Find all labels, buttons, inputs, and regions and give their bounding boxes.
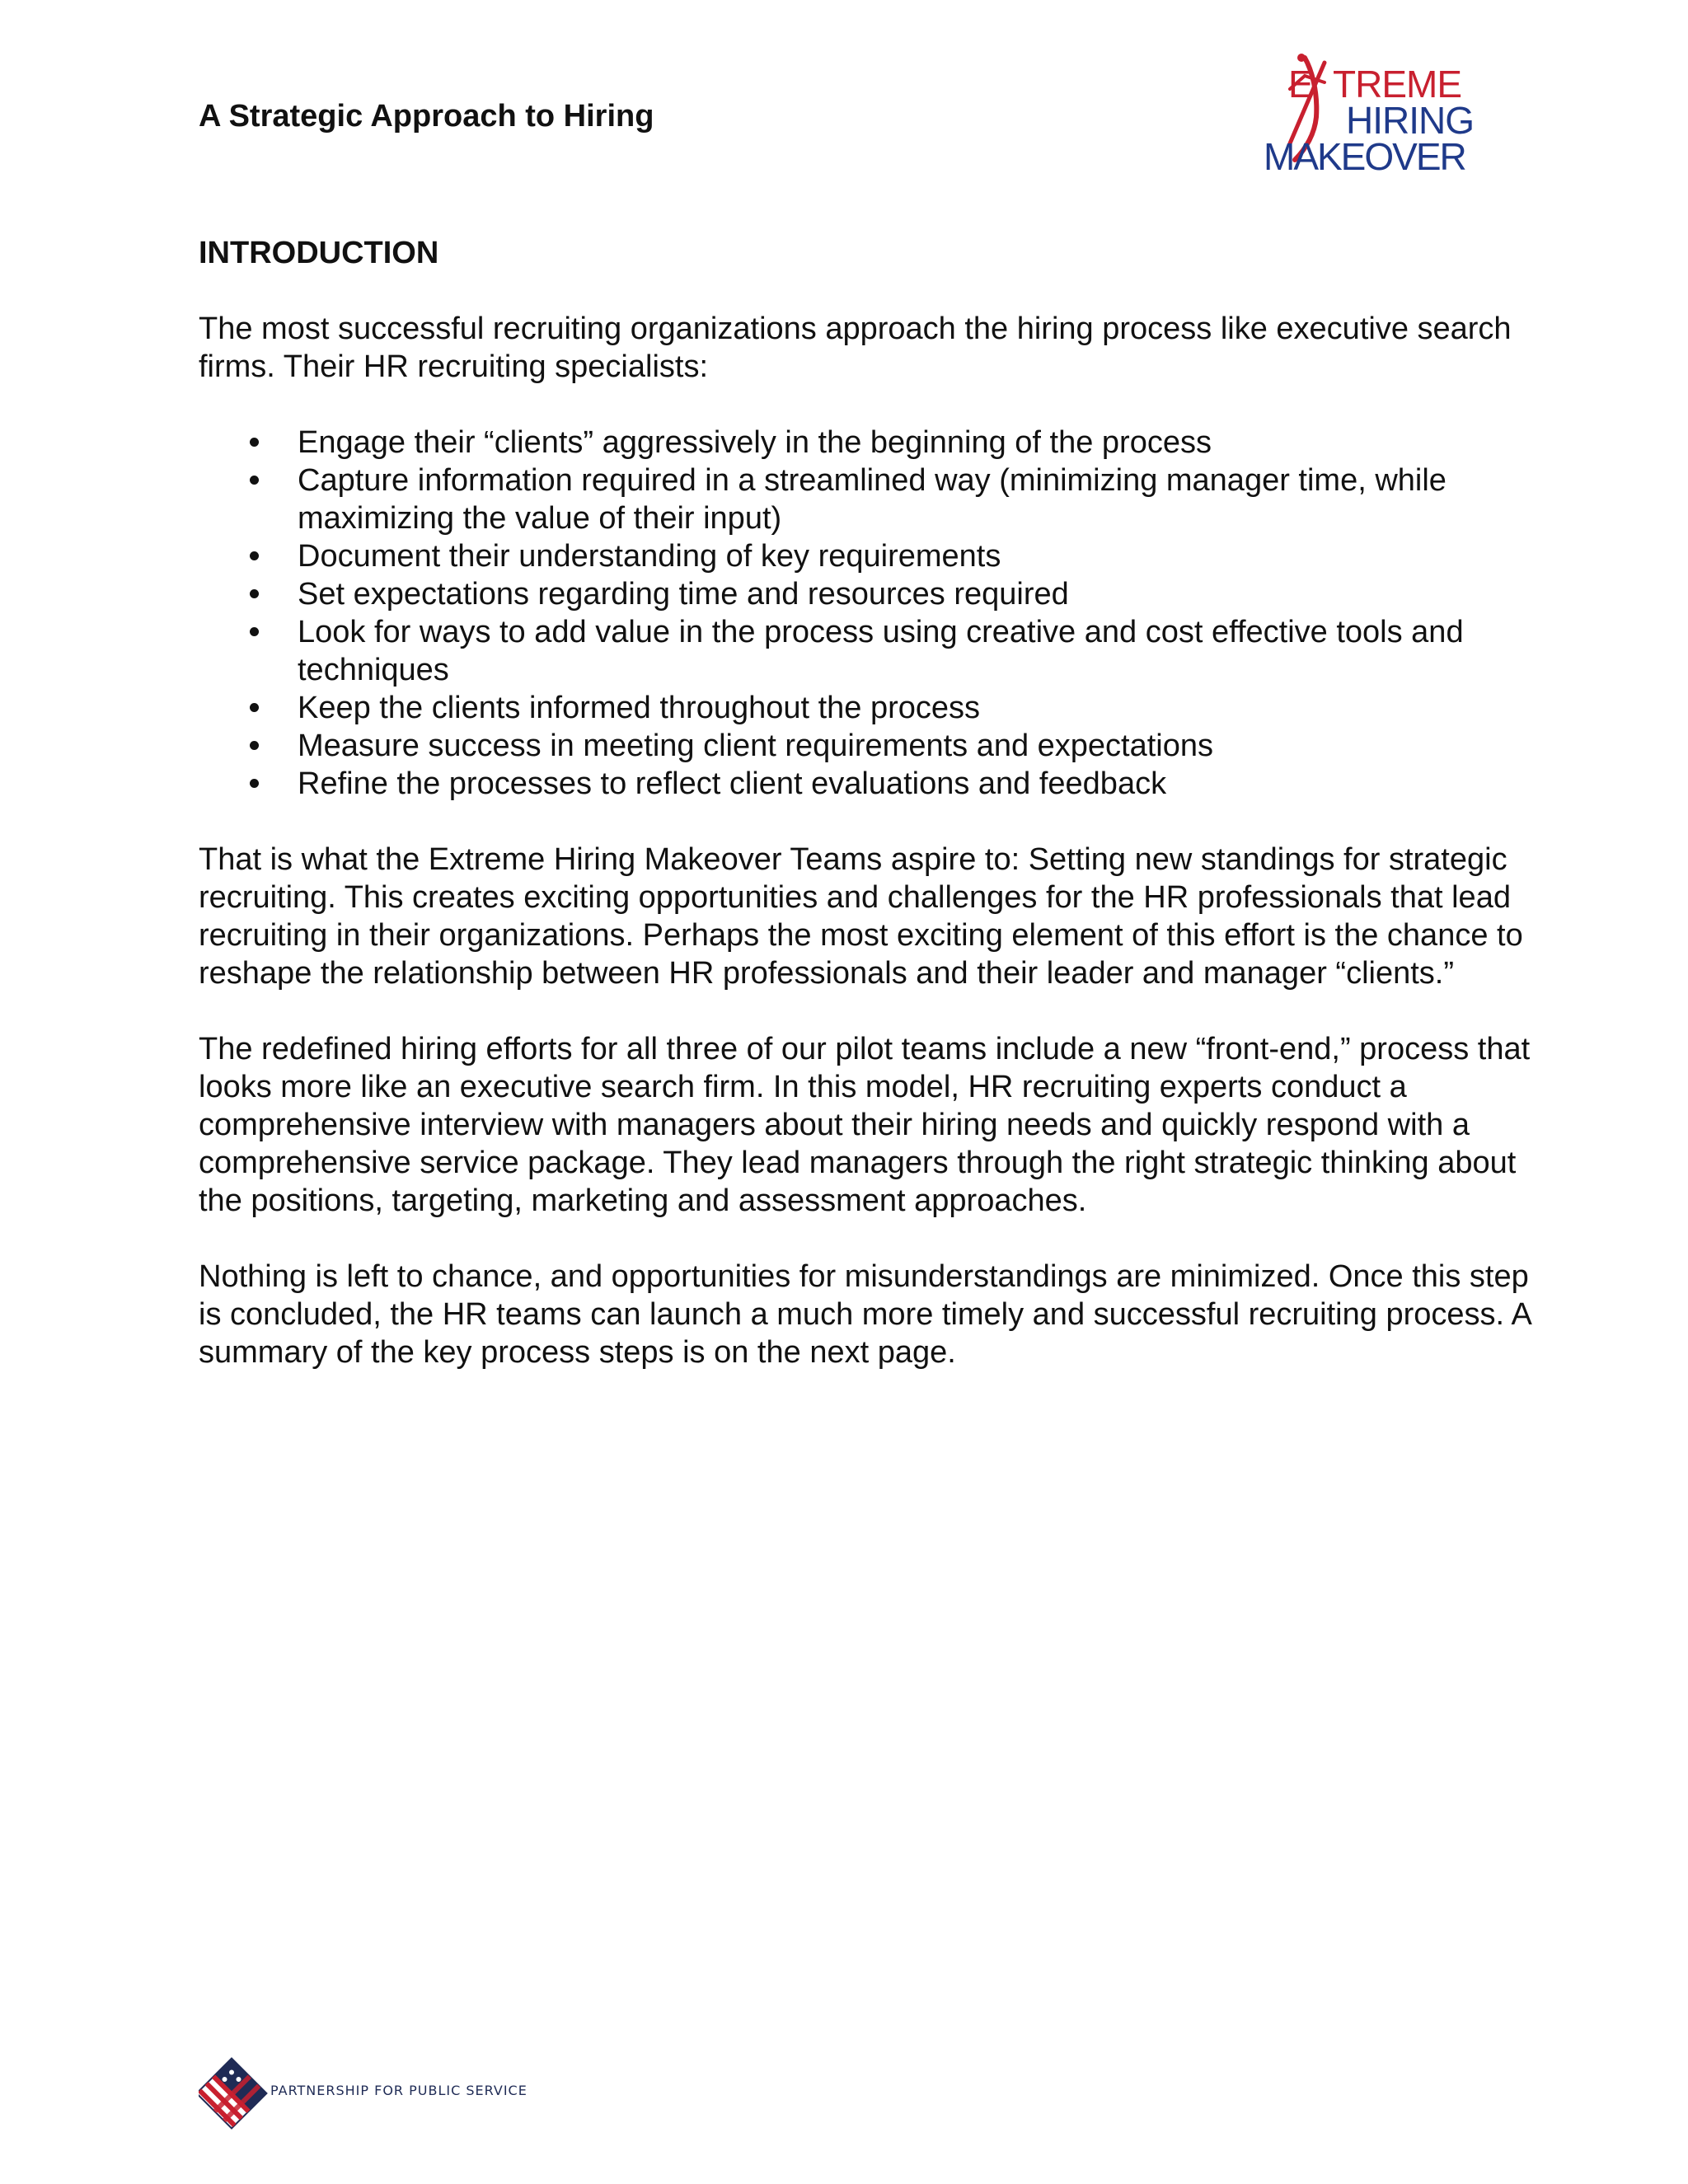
svg-text:TREME: TREME xyxy=(1333,63,1461,105)
list-item: Measure success in meeting client requirements and expectations xyxy=(199,727,1567,765)
list-item: Refine the processes to reflect client evaluations and feedback xyxy=(199,765,1567,803)
list-item: Keep the clients informed throughout the process xyxy=(199,689,1567,727)
specialist-practices-list xyxy=(199,424,1550,803)
extreme-hiring-makeover-logo xyxy=(1257,51,1496,175)
list-item: Set expectations regarding time and resources required xyxy=(199,575,1567,613)
paragraph-nothing-left-to-chance: Nothing is left to chance, and opportunities for misunderstandings are minimized. Once this step is concluded, the HR teams can launch a much more timely and successful recruiting process. A summary of the key process steps is on the next page. xyxy=(199,1259,1531,1370)
section-heading-introduction: INTRODUCTION xyxy=(199,236,439,270)
footer-org-name: PARTNERSHIP FOR PUBLIC SERVICE xyxy=(270,2083,528,2098)
list-item: Capture information required in a streamlined way (minimizing manager time, while maximizing the value of their input) xyxy=(199,462,1567,537)
document-body xyxy=(199,234,1550,1409)
svg-text:MAKEOVER: MAKEOVER xyxy=(1264,135,1465,175)
svg-text:E: E xyxy=(1288,63,1313,105)
list-item: Look for ways to add value in the process using creative and cost effective tools and techniques xyxy=(199,613,1567,689)
list-item: Document their understanding of key requirements xyxy=(199,537,1567,575)
list-item: Engage their “clients” aggressively in the beginning of the process xyxy=(199,424,1567,462)
intro-lead-paragraph: The most successful recruiting organizations approach the hiring process like executive search firms. Their HR recruiting specialists: xyxy=(199,312,1512,384)
flag-diamond-icon xyxy=(199,2059,266,2129)
paragraph-extreme-hiring-teams: That is what the Extreme Hiring Makeover Teams aspire to: Setting new standings for strategic recruiting. This creates exciting opportunities and challenges for the HR professionals that lead recruiting in their organizations. Perhaps the most exciting element of this effort is the chance to reshape the relationship between HR professionals and their leader and manager “clients.” xyxy=(199,842,1523,991)
svg-text:HIRING: HIRING xyxy=(1346,99,1474,142)
page-title: A Strategic Approach to Hiring xyxy=(199,99,654,134)
paragraph-front-end-process: The redefined hiring efforts for all three of our pilot teams include a new “front-end,” process that looks more like an executive search firm. In this model, HR recruiting experts conduct a comprehensive interview with managers about their hiring needs and quickly respond with a comprehensive service package. They lead managers through the right strategic thinking about the positions, targeting, marketing and assessment approaches. xyxy=(199,1032,1531,1218)
